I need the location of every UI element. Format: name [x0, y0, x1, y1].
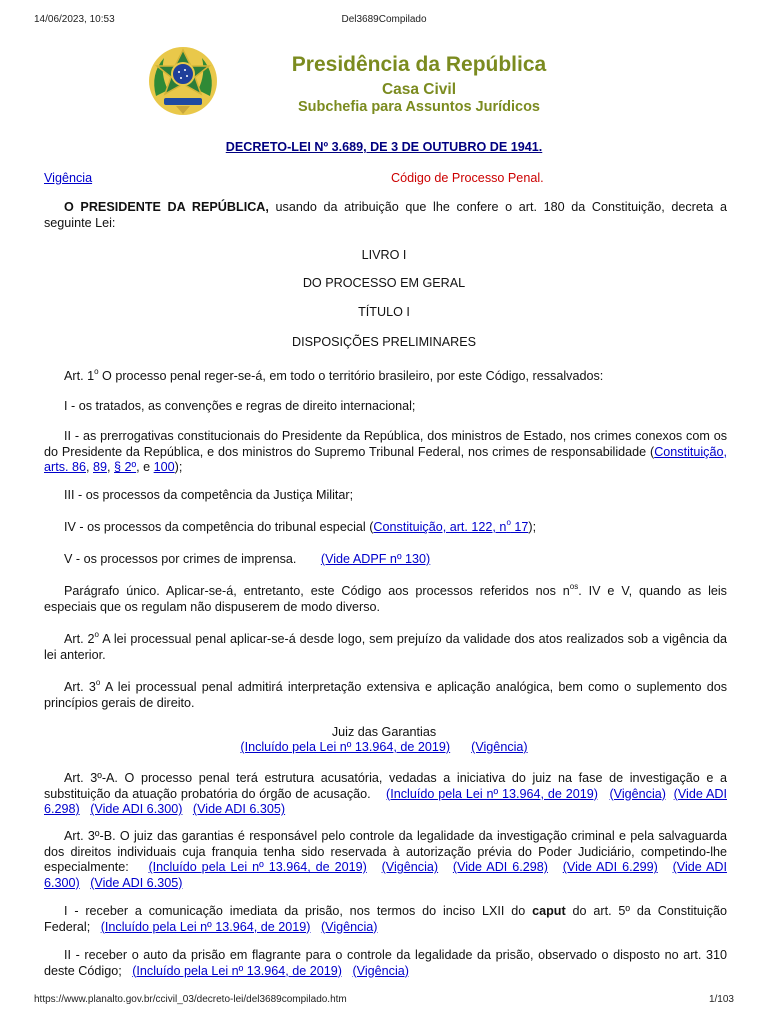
art-3-sup: o: [95, 678, 101, 687]
vigencia-link[interactable]: (Vigência): [352, 963, 409, 978]
decree-title: [0, 140, 768, 154]
art-3a-text: Art. 3º-A. O processo penal terá estrutura acusatória, vedadas a iniciativa do juiz na fase de investigação e a substituição da atuação probatória do órgão de acusação.: [44, 771, 727, 801]
preamble-bold: O PRESIDENTE DA REPÚBLICA,: [64, 200, 269, 214]
juiz-garantias-heading: Juiz das Garantias: [331, 725, 437, 739]
sep: , e: [136, 460, 154, 475]
link-text-2: 17: [510, 520, 529, 534]
vigencia-link[interactable]: (Vigência): [381, 860, 439, 875]
constituicao-arts-86-link[interactable]: Constituição, arts. 86: [44, 444, 727, 475]
art-1-inciso-ii: [44, 429, 727, 476]
art-3b-inciso-i: [44, 904, 727, 935]
sep: );: [174, 460, 183, 475]
inciso-text: II - receber o auto da prisão em flagrante para o controle da legalidade da prisão, observado o disposto no art. 310 deste Código;: [44, 948, 727, 978]
vide-adi-6298-link[interactable]: (Vide ADI 6.298): [452, 860, 548, 875]
art-89-link[interactable]: 89: [93, 460, 108, 475]
art-100-link[interactable]: 100: [153, 460, 175, 475]
art-3b-inciso-ii: [44, 948, 727, 979]
titulo-title: DISPOSIÇÕES PRELIMINARES: [291, 335, 477, 349]
vide-adi-6305-link[interactable]: (Vide ADI 6.305): [90, 875, 183, 890]
juiz-garantias-links: [0, 740, 768, 754]
paragrafo-sup: os: [569, 582, 579, 591]
art-3b: [44, 829, 727, 891]
incluido-lei-13964-link[interactable]: (Incluído pela Lei nº 13.964, de 2019): [100, 919, 311, 934]
art-1-inciso-v: [44, 552, 727, 568]
vigencia-link[interactable]: (Vigência): [609, 786, 666, 801]
vigencia-link[interactable]: (Vigência): [471, 740, 528, 754]
inciso-iii-text: III - os processos da competência da Justiça Militar;: [64, 488, 354, 502]
paragraph-2-link[interactable]: § 2º: [114, 460, 137, 475]
decree-title-link[interactable]: DECRETO-LEI Nº 3.689, DE 3 DE OUTUBRO DE 1941.: [225, 140, 543, 154]
art-2: [44, 632, 727, 663]
art-2-sup: o: [94, 630, 99, 639]
livro-title: DO PROCESSO EM GERAL: [302, 276, 466, 290]
art-1-num: Art. 1: [64, 369, 95, 383]
masthead-title: Presidência da República: [291, 53, 547, 76]
art-2-text: A lei processual penal aplicar-se-á desde logo, sem prejuízo da validade dos atos realizados sob a vigência da lei anterior.: [44, 632, 727, 662]
preamble-text: usando da atribuição que lhe confere o art. 180 da Constituição, decreta a seguinte Lei:: [44, 200, 727, 230]
ementa: Código de Processo Penal.: [391, 171, 544, 185]
art-3-num: Art. 3: [64, 680, 96, 694]
inciso-i-text: I - os tratados, as convenções e regras de direito internacional;: [64, 399, 416, 413]
constituicao-art-122-link[interactable]: [373, 520, 528, 534]
print-doc-name: Del3689Compilado: [341, 14, 427, 25]
incluido-lei-13964-link[interactable]: (Incluído pela Lei nº 13.964, de 2019): [240, 740, 451, 754]
art-1-inciso-iv: [44, 520, 727, 536]
print-url: https://www.planalto.gov.br/ccivil_03/decreto-lei/del3689compilado.htm: [34, 994, 347, 1005]
paragrafo-text-2: . IV e V, quando as leis especiais que os regulam não dispuserem de modo diverso.: [44, 584, 727, 614]
paragrafo-unico: [44, 584, 727, 615]
inciso-text-2: do art. 5º da Constituição Federal;: [44, 904, 727, 934]
sep: ,: [86, 460, 93, 475]
paragrafo-text: Parágrafo único. Aplicar-se-á, entretanto, este Código aos processos referidos nos n: [64, 584, 570, 598]
titulo-label: TÍTULO I: [358, 305, 410, 319]
art-1: [44, 369, 727, 385]
incluido-lei-13964-link[interactable]: (Incluído pela Lei nº 13.964, de 2019): [148, 860, 367, 875]
sep: ,: [107, 460, 115, 475]
vide-adi-6299-link[interactable]: (Vide ADI 6.299): [562, 860, 658, 875]
art-1-text: O processo penal reger-se-á, em todo o território brasileiro, por este Código, ressalvados:: [98, 369, 604, 383]
preamble: [44, 200, 727, 231]
art-3: [44, 680, 727, 711]
inciso-v-text: V - os processos por crimes de imprensa.: [64, 552, 297, 566]
incluido-lei-13964-link[interactable]: (Incluído pela Lei nº 13.964, de 2019): [132, 963, 342, 978]
livro-label: LIVRO I: [361, 248, 407, 262]
art-3b-text: Art. 3º-B. O juiz das garantias é responsável pelo controle da legalidade da investigação criminal e pela salvaguarda dos direitos individuais cuja franquia tenha sido reservada à autorização prévia do Poder Judiciário, competindo-lhe especialmente:: [44, 829, 727, 875]
art-3a: [44, 771, 727, 818]
art-1-inciso-i: [44, 399, 727, 415]
art-1-inciso-iii: [44, 488, 727, 504]
masthead-department: Subchefia para Assuntos Jurídicos: [298, 99, 540, 115]
inciso-ii-text: II - as prerrogativas constitucionais do Presidente da República, dos ministros de Estado, nos crimes conexos com os do Presidente da República, e dos ministros do Supremo Tribunal Federal, nos crimes de responsabilidade (: [44, 429, 727, 459]
link-text: Constituição, art. 122, n: [373, 520, 507, 534]
art-1-sup: o: [94, 367, 99, 376]
vide-adi-6298-link[interactable]: (Vide ADI 6.298): [44, 786, 727, 817]
caput-bold: caput: [532, 904, 566, 918]
vide-adpf-130-link[interactable]: (Vide ADPF nº 130): [320, 552, 431, 566]
masthead-subtitle: Casa Civil: [381, 81, 457, 98]
vide-adi-6300-link[interactable]: (Vide ADI 6.300): [44, 860, 727, 890]
vide-adi-6300-link[interactable]: (Vide ADI 6.300): [90, 802, 183, 817]
inciso-text: I - receber a comunicação imediata da prisão, nos termos do inciso LXII do: [64, 904, 533, 918]
inciso-iv-text: IV - os processos da competência do tribunal especial (: [64, 520, 374, 534]
art-2-num: Art. 2: [64, 632, 95, 646]
sep: );: [528, 520, 537, 534]
vigencia-link[interactable]: (Vigência): [320, 919, 378, 934]
art-3-text: A lei processual penal admitirá interpretação extensiva e aplicação analógica, bem como o suplemento dos princípios gerais de direito.: [44, 680, 727, 710]
vigencia-link[interactable]: Vigência: [44, 171, 93, 185]
vide-adi-6305-link[interactable]: (Vide ADI 6.305): [192, 802, 286, 817]
link-sup: o: [506, 518, 511, 527]
vigencia-ementa-row: [44, 171, 727, 187]
incluido-lei-13964-link[interactable]: (Incluído pela Lei nº 13.964, de 2019): [386, 786, 598, 801]
print-page-number: 1/103: [708, 994, 734, 1005]
print-datetime: 14/06/2023, 10:53: [34, 14, 115, 25]
